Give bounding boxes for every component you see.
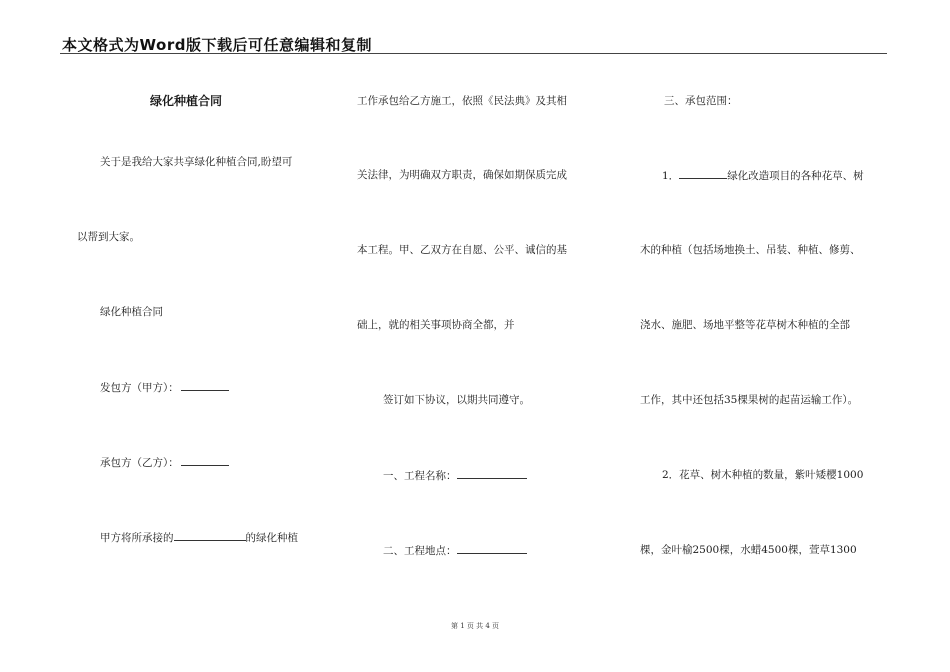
- scope-item-2-line-2: 棵，金叶榆2500棵，水蜡4500棵，萱草1300: [640, 544, 857, 556]
- contract-subtitle: 绿化种植合同: [100, 306, 163, 318]
- item-project-name: [383, 468, 527, 483]
- item-project-name-blank: [457, 468, 527, 479]
- page-number: 第 1 页 共 4 页: [450, 622, 500, 630]
- document-header-title: 本文格式为Word版下载后可任意编辑和复制: [62, 36, 372, 54]
- item-project-location-blank: [457, 543, 527, 554]
- scope-item-2-line-1: 2．花草、树木种植的数量，紫叶矮樱1000: [662, 469, 864, 481]
- scope-item-1-text: 绿化改造项目的各种花草、树: [727, 170, 864, 182]
- col2-line-3: 本工程。甲、乙双方在自愿、公平、诚信的基: [357, 244, 567, 256]
- party-b-label: 承包方（乙方）：: [100, 457, 179, 469]
- intro-line-2: 以帮到大家。: [77, 231, 140, 243]
- item-project-location: [383, 543, 527, 558]
- scope-item-1-blank: [679, 168, 727, 179]
- project-name-blank: [174, 530, 246, 541]
- party-a-blank: [181, 380, 229, 391]
- scope-item-1-line-1: [662, 168, 864, 183]
- para-project-line: [100, 530, 298, 545]
- party-b-blank: [181, 455, 229, 466]
- scope-item-1-line-4: 工作，其中还包括35棵果树的起苗运输工作）。: [640, 394, 859, 406]
- scope-heading: 三、承包范围：: [664, 95, 738, 107]
- intro-line-1: 关于是我给大家共享绿化种植合同,盼望可: [100, 156, 293, 168]
- col2-line-1: 工作承包给乙方施工，依照《民法典》及其相: [357, 95, 567, 107]
- item-project-location-label: 二、工程地点：: [383, 545, 457, 557]
- scope-item-1-line-2: 木的种植（包括场地换土、吊装、种植、修剪、: [640, 244, 861, 256]
- col2-line-2: 关法律，为明确双方职责，确保如期保质完成: [357, 169, 567, 181]
- party-a-label: 发包方（甲方）：: [100, 382, 179, 394]
- party-b-line: [100, 455, 229, 470]
- item-project-name-label: 一、工程名称：: [383, 470, 457, 482]
- party-a-line: [100, 380, 229, 395]
- scope-item-1-line-3: 浇水、施肥、场地平整等花草树木种植的全部: [640, 319, 850, 331]
- header-divider: [60, 53, 887, 54]
- scope-item-1-number: 1．: [662, 170, 680, 182]
- para-project-suffix: 的绿化种植: [245, 532, 298, 544]
- contract-title: 绿化种植合同: [150, 94, 223, 108]
- col2-line-5: 签订如下协议，以期共同遵守。: [383, 394, 530, 406]
- para-project-prefix: 甲方将所承接的: [100, 532, 174, 544]
- col2-line-4: 础上，就的相关事项协商全都，并: [357, 319, 515, 331]
